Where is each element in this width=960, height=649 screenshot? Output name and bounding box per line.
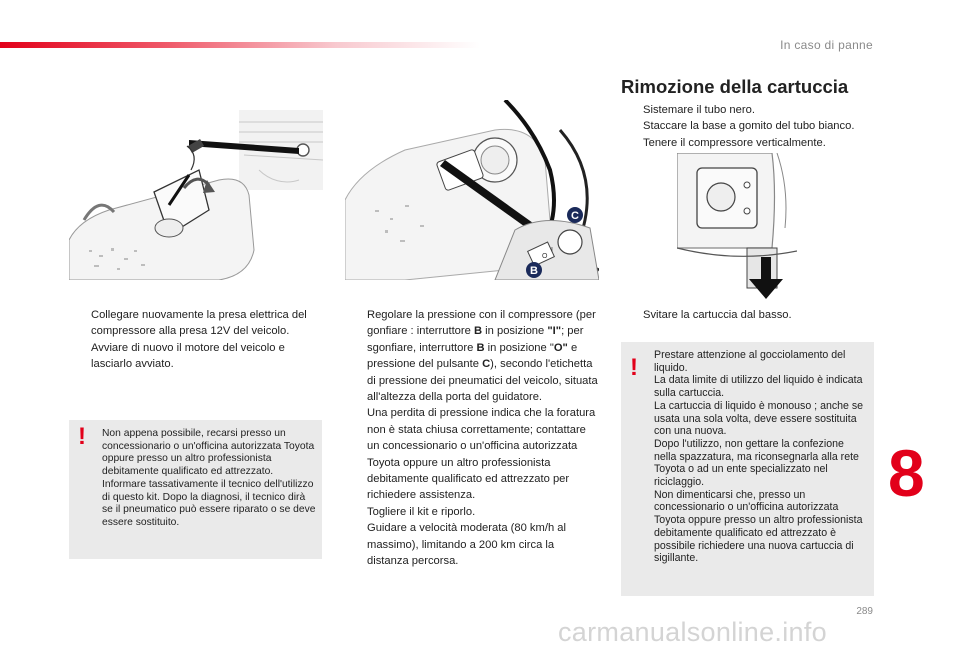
label-b-badge [526,262,542,278]
warning-exclamation-icon: ! [78,423,86,450]
chapter-number: 8 [888,436,925,510]
page-number: 289 [856,606,873,617]
switch-label-i: I [551,247,553,254]
list-item: Collegare nuovamente la presa elettrica del compressore alla presa 12V del veicolo. [91,309,307,338]
header-accent-bar [0,42,480,48]
figure-cartridge-removal [677,153,797,301]
switch-label-o: O [542,253,548,260]
list-item: Regolare la pressione con il compressore (per gonfiare : interruttore B in posizione "I"; per sgonfiare, interruttore B in posizione "O" e pressione del pulsante C), secondo l'etichetta di pressione dei pneumatici del veicolo, situata all'altezza della porta del guidatore. [367,309,598,404]
column-3-instructions [621,102,876,151]
list-item: Togliere il kit e riporlo. [367,505,476,518]
pressure-loss-paragraph: Una perdita di pressione indica che la foratura non è stata chiusa correttamente; contattare un concessionario o un'officina autorizzata Toyota oppure un altro professionista debitamente qualificato ed attrezzato per richiedere assistenza. [367,407,596,502]
warning-exclamation-icon: ! [630,354,638,381]
warning-box-cartridge [621,342,874,596]
list-item: Staccare la base a gomito del tubo bianco. [643,120,855,133]
section-title: In caso di panne [780,38,873,52]
column-2-instructions [345,307,598,570]
label-c-badge [567,207,583,223]
figure-pressure-controls [345,100,599,280]
list-item: Svitare la cartuccia dal basso. [643,309,792,321]
svg-text:C: C [571,210,579,222]
warning-text: Prestare attenzione al gocciolamento del liquido. La data limite di utilizzo del liquido è indicata sulla cartuccia. La cartuccia di liquido è monouso ; anche se usata una sola volta, deve essere sostituita con una nuova. Dopo l'utilizzo, non gettare la confezione nella spazzatura, ma riconsegnarla alla rete Toyota o ad un ente specializzato nel riciclaggio. Non dimenticarsi che, presso un concessionario o un'officina autorizzata Toyota oppure presso un altro professionista debitamente qualificato ed attrezzato è possibile richiedere una nuova cartuccia di sigillante. [654,349,864,565]
list-item: Guidare a velocità moderata (80 km/h al massimo), limitando a 200 km circa la distanza percorsa. [367,522,566,568]
list-item: Tenere il compressore verticalmente. [643,136,826,149]
list-item: Avviare di nuovo il motore del veicolo e lasciarlo avviato. [91,341,285,371]
list-item: Sistemare il tubo nero. [643,104,755,116]
column-1-instructions [69,307,314,373]
warning-text: Non appena possibile, recarsi presso un concessionario o un'officina autorizzata Toyota oppure presso un altro professionista debitamente qualificato ed attrezzato. Informare tassativamente il tecnico dell'utilizzo di questo kit. Dopo la diagnosi, il tecnico dirà se il pneumatico può essere riparato o se deve essere sostituito. [102,428,316,528]
svg-text:B: B [530,265,538,277]
watermark: carmanualsonline.info [558,617,827,647]
column-3-after-figure [621,307,876,323]
figure-compressor-plug [69,100,323,280]
warning-box-repair [69,420,322,559]
section-heading: Rimozione della cartuccia [621,76,849,97]
